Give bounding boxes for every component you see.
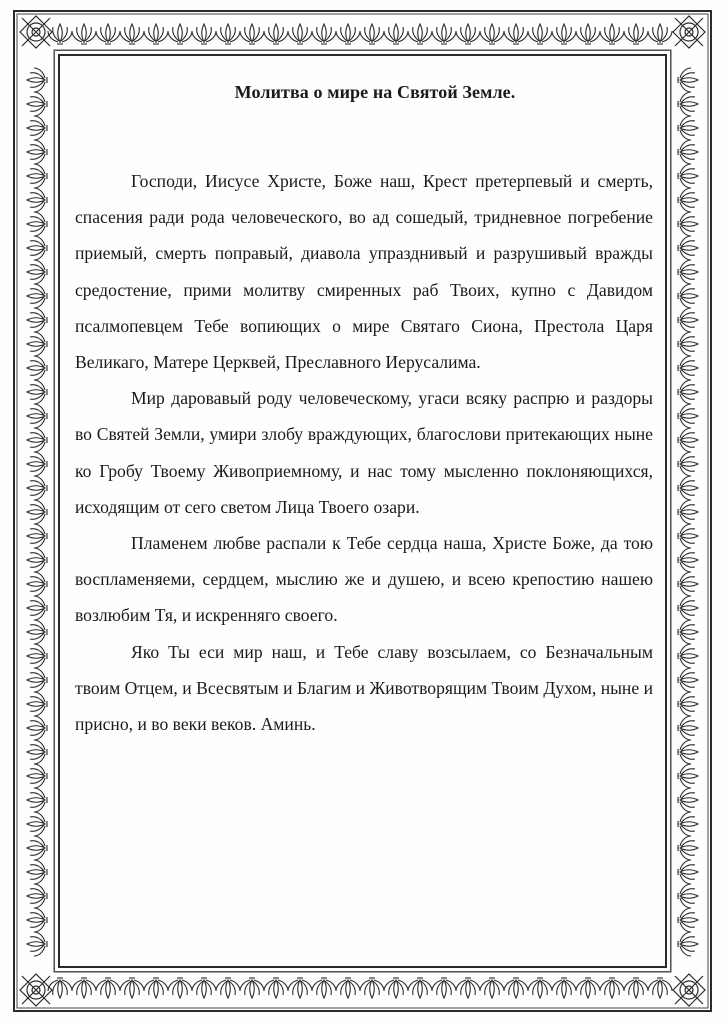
top-border-ornaments — [48, 24, 672, 44]
prayer-paragraph-2: Мир даровавый роду человеческому, угаси всяку распрю и раздоры во Святей Земли, умири злобу враждующих, благослови притекающих ныне ко Гробу Твоему Живоприемному, и нас тому мысленно поклоняющихся, исходящим от сего светом Лица Твоего озари. — [75, 388, 653, 517]
prayer-paragraph-3: Пламенем любве распали к Тебе сердца наша, Христе Боже, да тою воспламеняеми, сердцем, мыслию же и душею, и всею крепостию нашею возлюбим Тя, и искренняго своего. — [75, 533, 653, 626]
prayer-paragraph-4: Яко Ты еси мир наш, и Тебе славу возсылаем, со Безначальным твоим Отцем, и Всесвятым и Благим и Животворящим Твоим Духом, ныне и присно, и во веки веков. Аминь. — [75, 641, 653, 735]
bottom-border-ornaments — [48, 978, 672, 998]
left-border-ornaments — [27, 68, 47, 956]
prayer-body — [75, 163, 653, 742]
right-border-ornaments — [678, 68, 698, 956]
prayer-title: Молитва о мире на Святой Земле. — [234, 82, 516, 102]
prayer-paragraph-1: Господи, Иисусе Христе, Боже наш, Крест претерпевый и смерть, спасения ради рода человеческого, во ад сошедый, тридневное погребение приемый, смерть поправый, диавола упразднивый и разрушивый вражды средостение, прими молитву смиренных раб Твоих, купно с Давидом псалмопевцем Тебе вопиющих о мире Святаго Сиона, Престола Царя Великаго, Матере Церквей, Преславного Иерусалима. — [75, 171, 653, 373]
